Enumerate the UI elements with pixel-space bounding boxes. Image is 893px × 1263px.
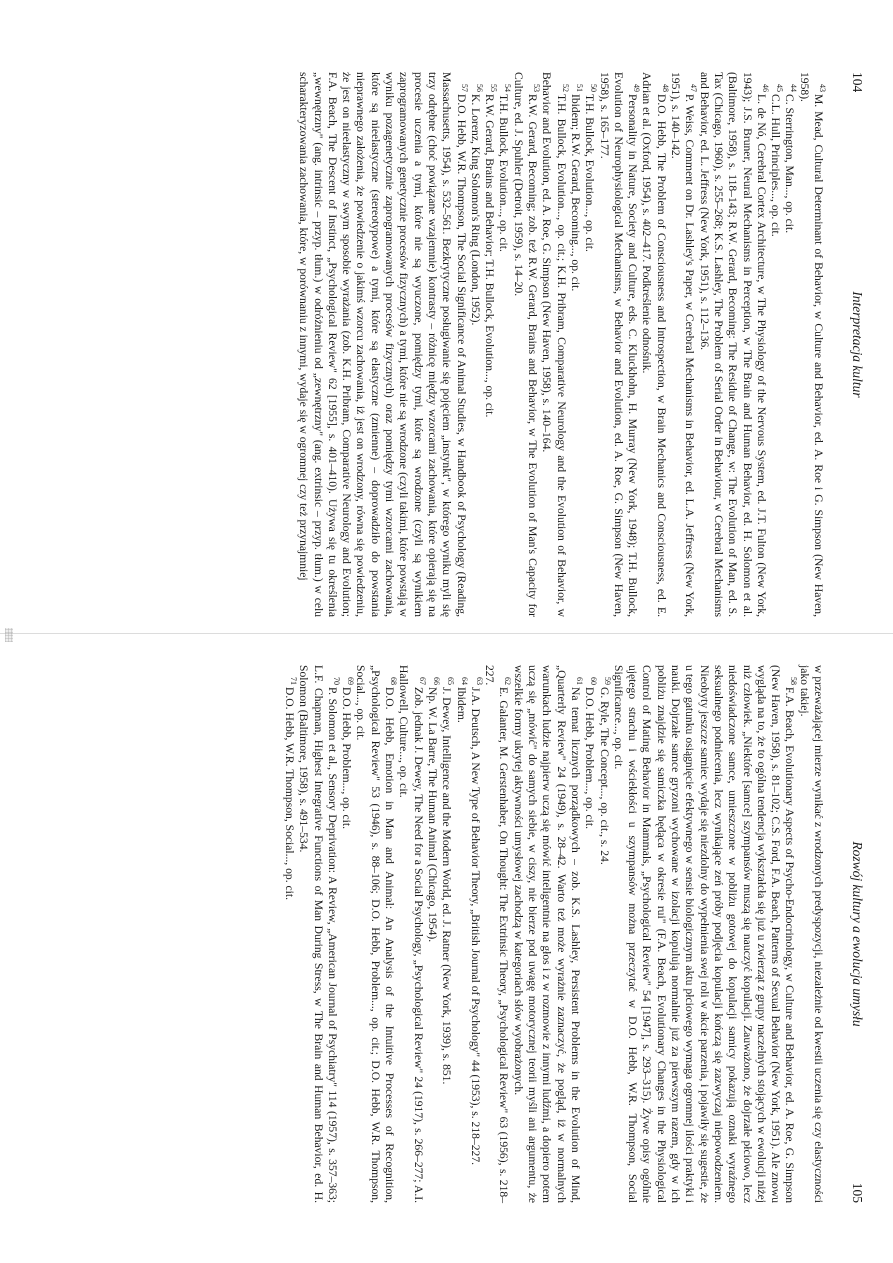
footnote-mark: 56 — [474, 84, 484, 92]
footnote — [468, 72, 482, 617]
footnote-text: P. Weiss, Comment on Dr. Lashley's Paper, w Cerebral Mechanisms in Behavior, ed. L.A. Jeffress (New York, 1951), s. 140–142. — [669, 72, 697, 617]
page-104 — [0, 50, 893, 635]
footnote — [582, 72, 599, 617]
footnote-mark: 64 — [460, 677, 470, 685]
footnote-text: Na temat licznych porządkowych – zob. K.S. Lashley, Persistent Problems in the Evolution of Mind, „Quarterly Review" 24 (1949), s. 28–42. Warto też może wyrażnie zaznaczyć, że pogląd, iż w normalnych warunkach ludzie najpierw uczą się mówić inteligentnie na głos i z w rozmowie z innymi ludźmi, a dopiero potem uczą się „mówić" do samych siebie, w ciszy, nie bierze pod uwagę motorycznej teorii myśli ani argumentu, że wszelkie formy ukrytej aktywności umysłowej zachodzą w kategoriach słów wyobrażonych. — [511, 665, 582, 1203]
footnotes-right — [282, 665, 825, 1203]
footnote — [353, 665, 396, 1203]
footnote — [596, 72, 639, 617]
footnote-mark: 70 — [331, 677, 341, 685]
footnote — [339, 665, 356, 1203]
footnote-text: D.O. Hebb, The Problem of Consciousness and Introspection, w Brain Mechanics and Consciousness, ed. E. Adrian et al. (Oxford, 1954), s. 402–417. Podkreślenie odnośnik. — [640, 72, 668, 617]
gutter-divider — [0, 633, 893, 634]
footnote-mark: 67 — [417, 677, 427, 685]
footnote-mark: 48 — [660, 84, 670, 92]
footnote-text: R.W. Gerard, Brains and Behavior; T.H. Bullock, Evolution..., op. cit. — [483, 94, 497, 418]
footnote — [510, 665, 584, 1203]
footnote — [296, 72, 468, 617]
footnote-mark: 45 — [774, 84, 784, 92]
footnote — [482, 72, 499, 617]
footnote — [582, 665, 599, 1203]
footnote-text: C. Sterrington, Man..., op. cit. — [783, 94, 797, 234]
footnote-text: D.O. Hebb, Problem..., op. cit. — [583, 687, 597, 830]
footnote-text: D.O. Hebb, Emotion in Man and Animal: An Analysis of the Intuitive Processes of Recognition, „Psychological Review" 53 (1946), s. 88–106; D.O. Hebb, Problem..., op. cit.; D.O. Hebb, W.R. Thompson, Social..., op. cit. — [354, 665, 397, 1203]
footnote-mark: 57 — [460, 84, 470, 92]
footnote — [468, 665, 482, 1203]
page-number-right: 105 — [850, 1182, 865, 1203]
footnote — [482, 665, 511, 1203]
footnote — [668, 72, 697, 617]
footnote-text: R.W. Gerard, Becoming; zob. też R.W. Gerard, Brains and Behavior, w The Evolution of Man's Capacity for Culture, ed. J. Spuhler (Detroit, 1959), s. 14–20. — [511, 72, 540, 617]
footnote-text: J. Dewey, Intelligence and the Modern World, ed. J. Ratner (New York, 1939), s. 851. — [440, 687, 454, 1085]
footnote — [425, 665, 439, 1203]
footnote — [282, 665, 296, 1203]
page-105 — [0, 645, 893, 1225]
footnote-mark: 59 — [603, 677, 613, 685]
footnote-mark: 54 — [503, 84, 513, 92]
footnote-mark: 63 — [474, 677, 484, 685]
footnote — [539, 72, 568, 617]
footnote — [696, 72, 770, 617]
footnote-text: T.H. Bullock, Evolution..., op. cit.; K.H. Pribram, Comparative Neurology and the Evolution of Behavior, w Behavior and Evolution, ed. A. Roe, G. Simpson (New Haven, 1958), s. 140–164. — [540, 72, 568, 617]
footnote-text: M. Mead, Cultural Determinant of Behavior, w Culture and Behavior, ed. A. Roe i G. Simpson (New Haven, 1958). — [797, 72, 825, 617]
footnote-mark: 69 — [346, 677, 356, 685]
footnote — [596, 665, 613, 1203]
footnotes-left — [296, 72, 825, 617]
footnote-text: T.H. Bullock, Evolution..., op. cit. — [583, 94, 597, 252]
footnote — [639, 72, 668, 617]
page-header-left — [841, 72, 865, 617]
footnote — [611, 665, 797, 1203]
footnote-mark: 51 — [574, 84, 584, 92]
footnote-text: C.L. Hull, Principles..., op. cit. — [769, 94, 783, 237]
footnote-mark: 47 — [689, 84, 699, 92]
footnote-text: P. Solomon et al., Sensory Deprivation: A Review, „American Journal of Psychiatry" 114 (1957), s. 357–363; L.F. Chapman, Highest Integrative Functions of Man During Stress, w The Brain and Human Behavior, ed. H. Solomon (Baltimore, 1958), s. 491–534. — [297, 665, 339, 1203]
footnote-mark: 44 — [789, 84, 799, 92]
footnote-text: Ibidem. — [454, 687, 468, 723]
footnote-text: D.O. Hebb, W.R. Thompson, The Social Significance of Animal Studies, w Handbook of Psychology (Reading, Massachusetts, 1954), s. 532–561. Bezkrytyczne posługiwanie się pojęciem „instynkt", w którego wyniku myli się trzy odrębne (choć powiązane wzajemnie) kontrasty – różnicę między wzorcami zachowania, które opierają się na procesie uczenia a tymi, które nie są wyuczone, pomiędzy tymi, które są wrodzone (czyli są wynikiem zaprogramowanych genetycznie procesów fizycznych) a tymi, które nie są wrodzone (czyli takimi, które powstają w wyniku pozagenetycznie zaprogramowanych procesów fizycznych) oraz pomiędzy tymi wzorcami zachowania, które są nieelastyczne (stereotypowe) a tymi, które są elastyczne (zmienne) – doprowadziło do powstania nieprawnego założenia, że powiedzenie o jakimś wzorcu zachowania, iż jest on wrodzony, równa się powiedzeniu, że jest on nieelastyczny w swym sposobie wyrażania (zob. K.H. Pribram, Comparative Neurology and Evolution; F.A. Beach, The Descent of Instinct, „Psychological Review" 62 [1955], s. 401–410). Używa się tu określenia „wewnętrzny" (ang. intrinsic – przyp. tłum.) w odróżnieniu od „zewnętrzny" (ang. extrinsic – przyp. tłum.) w celu scharakteryzowania zachowania, które, w porównaniu z innymi, wydaje się w ogromnej czy też przynajmniej — [297, 72, 468, 617]
footnote-text: K. Lorenz, King Solomon's Ring (London, 1952). — [468, 94, 482, 326]
footnote — [768, 72, 782, 617]
footnote-mark: 61 — [574, 677, 584, 685]
footnote — [396, 665, 425, 1203]
footnote-text: Np. W. La Barre, The Human Animal (Chicago, 1954). — [425, 687, 439, 943]
footnote — [496, 72, 513, 617]
footnote-text: D.O. Hebb, Problem..., op. cit. — [340, 687, 354, 830]
page-header-right — [841, 665, 865, 1203]
footnote-text: T.H. Bullock, Evolution..., op. cit. — [497, 94, 511, 252]
footnote-mark: 60 — [589, 677, 599, 685]
footnote-mark: 43 — [817, 84, 827, 92]
footnote-mark: 68 — [388, 677, 398, 685]
footnote — [453, 665, 470, 1203]
footnote-mark: 49 — [632, 84, 641, 92]
footnote-mark: 46 — [760, 84, 770, 92]
running-head-left: Interpretacja kultur — [850, 291, 865, 398]
scan-speck — [5, 628, 13, 642]
footnote-mark: 71 — [288, 677, 298, 685]
footnote-text: w przeważającej mierze wynikać z wrodzonych predyspozycji, niezależnie od kwestii uczenia się czy elastyczności jako takiej. — [797, 665, 825, 1203]
footnote — [568, 72, 582, 617]
footnote — [796, 72, 825, 617]
footnote-text: J.A. Deutsch, A New Type of Behavior Theory, „British Journal of Psychology" 44 (1953), s. 218–227. — [468, 687, 482, 1166]
footnote — [439, 665, 456, 1203]
footnote-text: Personality in Nature, Society and Culture, eds. C. Kluckhohn, H. Murray (New York, 1948); T.H. Bullock, Evolution of Neurophysiological Mechanisms, w Behavior and Evolution, ed. A. Roe, G. Simpson (New Haven, 1958), s. 165–177. — [597, 72, 640, 617]
footnote-text: E. Galanter, M. Gerstenhaber, On Thought: The Extrinsic Theory, „Psychological Review" 63 (1956), s. 218–227. — [483, 665, 511, 1203]
footnote — [510, 72, 539, 617]
footnote-mark: 66 — [431, 677, 441, 685]
footnote-text: L. de Nó, Cerebral Cortex Architecture, w The Physiology of the Nervous System, ed. J.T. Fulton (New York, 1943); J.S. Bruner, Neural Mechanisms in Perception, w The Brain and Human Behavior, ed. H. Solomon et al. (Baltimore, 1958), s. 118–143; R.W. Gerard, Becoming: The Residue of Change, w: The Evolution of Man, ed. S. Tax (Chicago, 1960), s. 255–268; K.S. Lashley, The Problem of Serial Order in Behaviour, w Cerebral Mechanisms and Behavior, ed. L. Jeffress (New York, 1951), s. 112–136. — [697, 72, 768, 617]
footnote-mark: 65 — [446, 677, 456, 685]
footnote-text: G. Ryle, The Concept..., op. cit., s. 24. — [597, 687, 611, 865]
footnote-text: D.O. Hebb, W.R. Thompson, Social..., op. cit. — [283, 687, 297, 900]
page-number-left: 104 — [850, 72, 865, 93]
footnote-text: Zob. jednak J. Dewey, The Need for a Social Psychology, „Psychological Review" 24 (1917), s. 266–277; A.I. Hallowell, Culture..., op. cit. — [397, 665, 425, 1203]
footnote-mark: 52 — [560, 84, 570, 92]
footnote-mark: 55 — [489, 84, 499, 92]
footnote-mark: 62 — [503, 677, 513, 685]
running-head-right: Rozwój kultury a ewolucja umysłu — [850, 841, 865, 1027]
footnote-mark: 58 — [789, 677, 799, 685]
footnote — [782, 72, 799, 617]
footnote-text: F.A. Beach, Evolutionary Aspects of Psycho-Endocrinology, w Culture and Behavior, ed. A. Roe, G. Simpson (New Haven, 1958), s. 81–102; C.S. Ford, F.A. Beach, Patterns of Sexual Behavior (New York, 1951). Ale znowu wygląda na to, że to ogólna tendencja wykształcła się już u zwierząt z grupy naczelnych stojących w ewolucji niżej niż człowiek. „Niektóre [samce] szympansów muszą się nauczyć kopulacji. Zauważono, że dojrzałe płciowo, lecz niedoświadczone samce, umieszczone w pobliżu gotowej do kopulacji samicy pokazują oznaki wyraźnego seksualnego podniecenia, lecz wynikające zeń próby podjęcia kopulacji kończą się zazwyczaj niepowodzeniem. Nieobyty jeszcze samiec wydaje się niezdolny do wypełnienia swej roli w akcie parzenia, i pojawiły się sugestie, że u tego gatunku osiągnięcie efektywnego w sensie biologicznym aktu płciowego wymaga ogromnej ilości praktyki i nauki. Dojrzałe samce gryzoni wychowane w izolacji kopulują normalnie już za pierwszym razem, gdy w ich pobliżu znajdzie się samiczka będąca w okresie rui" (F.A. Beach, Evolutionary Changes in the Physiological Control of Mating Behavior in Mammals, „Psychological Review" 54 [1947], s. 293–315). Żywe opisy ogólnie ujętego strachu i wściekłości u szympansów można przeczytać w D.O. Hebb, W.R. Thompson, Social Significance..., op. cit. — [611, 665, 797, 1203]
footnote-mark: 50 — [589, 84, 599, 92]
footnote — [796, 665, 825, 1203]
footnote-mark: 53 — [531, 84, 541, 92]
footnote — [296, 665, 339, 1203]
footnote-text: Ibidem; R.W. Gerard, Becoming..., op. cit. — [568, 94, 582, 292]
